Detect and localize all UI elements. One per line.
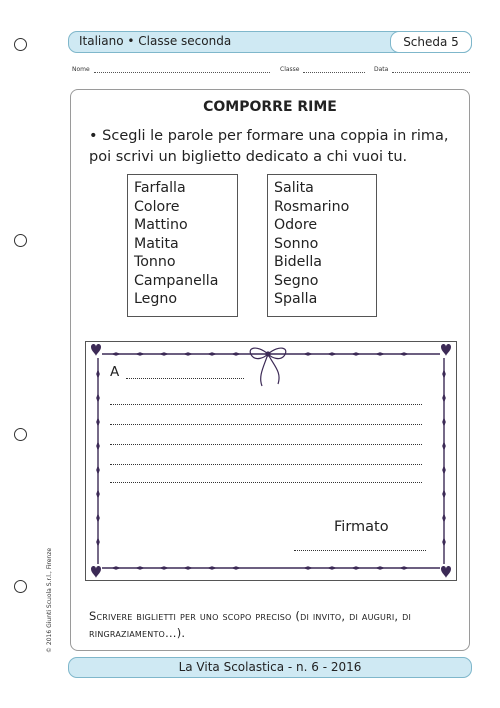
frame-ornament (183, 566, 193, 570)
frame-ornament (96, 489, 100, 499)
activity-description: Scrivere biglietti per uno scopo preciso (di invito, di auguri, di ringraziamento…). (89, 609, 412, 640)
message-line[interactable] (110, 404, 422, 405)
footer-bar: La Vita Scolastica - n. 6 - 2016 (68, 657, 472, 678)
greeting-card (85, 341, 457, 581)
frame-ornament (207, 352, 217, 356)
name-label: Nome (72, 66, 90, 73)
right-word: Bidella (274, 254, 322, 270)
frame-ornament (327, 566, 337, 570)
frame-ornament (351, 566, 361, 570)
left-word: Legno (134, 291, 178, 307)
date-label: Data (374, 66, 389, 73)
class-label: Classe (280, 66, 300, 73)
frame-ornament (399, 352, 409, 356)
left-word: Campanella (134, 272, 219, 289)
right-word-list (267, 174, 377, 317)
frame-ornament (231, 352, 241, 356)
message-line[interactable] (110, 444, 422, 445)
frame-ornament (231, 566, 241, 570)
message-line[interactable] (110, 482, 422, 483)
left-word: Tonno (134, 254, 176, 270)
signed-label: Firmato (334, 519, 389, 535)
right-word: Rosmarino (274, 198, 350, 215)
left-word: Farfalla (134, 180, 186, 196)
right-word: Sonno (274, 235, 319, 252)
header-bar (68, 31, 472, 53)
frame-ornament (442, 489, 446, 499)
class-field[interactable] (280, 66, 365, 73)
frame-ornament (442, 441, 446, 451)
message-line[interactable] (110, 424, 422, 425)
exercise-instructions: • Scegli le parole per formare una coppia in rima, poi scrivi un biglietto dedicato a chi vuoi tu. (89, 128, 449, 165)
frame-ornament (442, 393, 446, 403)
right-word: Salita (274, 180, 314, 196)
addressee-line[interactable] (126, 378, 244, 379)
right-word: Segno (274, 272, 319, 289)
frame-ornament (399, 566, 409, 570)
subject-label: Italiano • Classe seconda (79, 34, 232, 48)
frame-ornament (111, 566, 121, 570)
frame-ornament (96, 369, 100, 379)
name-field[interactable] (72, 66, 270, 73)
message-line[interactable] (110, 464, 422, 465)
copyright-notice: © 2016 Giunti Scuola S.r.l., Firenze (46, 547, 53, 653)
heart-icon (91, 344, 451, 578)
frame-ornament (303, 566, 313, 570)
frame-ornament (442, 513, 446, 523)
frame-ornament (442, 369, 446, 379)
frame-ornament (442, 537, 446, 547)
frame-ornament (96, 465, 100, 475)
frame-ornament (135, 566, 145, 570)
binder-hole (14, 234, 27, 247)
frame-ornament (183, 352, 193, 356)
left-word-list (127, 174, 238, 317)
frame-ornament (111, 352, 121, 356)
frame-ornament (327, 352, 337, 356)
frame-ornament (96, 513, 100, 523)
frame-ornament (159, 566, 169, 570)
left-word: Matita (134, 235, 179, 252)
signature-line[interactable] (294, 550, 426, 551)
frame-ornament (351, 352, 361, 356)
binder-hole (14, 38, 27, 51)
frame-ornament (442, 417, 446, 427)
frame-ornament (96, 441, 100, 451)
left-word: Mattino (134, 217, 188, 233)
frame-ornament (135, 352, 145, 356)
exercise-title: COMPORRE RIME (203, 99, 337, 115)
exercise-panel (70, 89, 470, 651)
frame-ornament (96, 417, 100, 427)
frame-ornament (96, 393, 100, 403)
binder-hole (14, 428, 27, 441)
frame-ornament (96, 537, 100, 547)
frame-ornament (375, 566, 385, 570)
right-word: Odore (274, 217, 318, 233)
sheet-number-tab: Scheda 5 (390, 31, 472, 53)
left-word: Colore (134, 198, 180, 215)
student-fields (68, 66, 472, 78)
frame-ornament (442, 465, 446, 475)
frame-ornament (375, 352, 385, 356)
addressee-label: A (110, 364, 120, 380)
date-field[interactable] (374, 66, 470, 73)
right-word: Spalla (274, 291, 318, 307)
frame-ornament (159, 352, 169, 356)
frame-ornament (207, 566, 217, 570)
frame-ornament (303, 352, 313, 356)
binder-hole (14, 580, 27, 593)
